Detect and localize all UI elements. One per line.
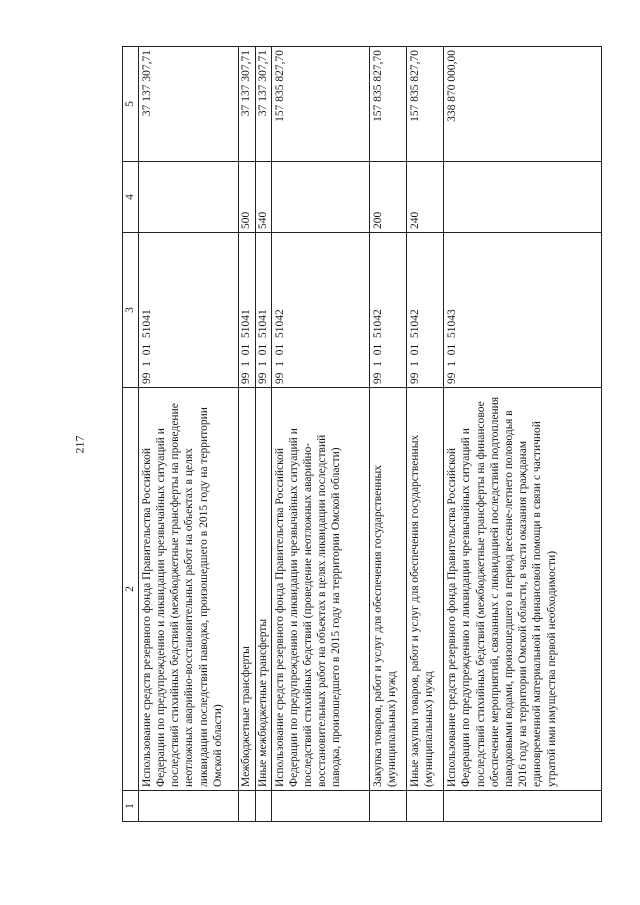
cell-amount: 157 835 827,70 (370, 47, 407, 162)
cell-amount: 37 137 307,71 (239, 47, 255, 162)
cell-index (255, 791, 271, 822)
header-row (123, 47, 139, 822)
cell-code: 99 1 01 51041 (138, 233, 239, 388)
page-number: 217 (72, 435, 87, 454)
cell-code: 99 1 01 51042 (271, 233, 369, 388)
cell-type: 200 (370, 162, 407, 233)
cell-amount: 157 835 827,70 (271, 47, 369, 162)
cell-code: 99 1 01 51043 (444, 233, 602, 388)
header-col-4: 4 (123, 162, 139, 233)
cell-index (444, 791, 602, 822)
table-row (255, 47, 271, 822)
cell-description: Использование средств резервного фонда Правительства Российской Федерации по предупреждению и ликвидации чрезвычайных ситуаций и последствий стихийных бедствий (межбюджетные трансферты на финансовое обеспечение мероприятий, связанных с ликвидацией последствий подтопления паводковыми водами, произошедшего в период весенне-летнего половодья в 2016 году на территории Омской области, в части оказания гражданам единовременной материальной и финансовой помощи в связи с частичной утратой ими имущества первой необходимости) (444, 388, 602, 791)
cell-description: Использование средств резервного фонда Правительства Российской Федерации по предупреждению и ликвидации чрезвычайных ситуаций и последствий стихийных бедствий (межбюджетные трансферты на проведение неотложных аварийно-восстановительных работ на объектах в целях ликвидации последствий паводка, произошедшего в 2015 году на территории Омской области) (138, 388, 239, 791)
cell-description: Использование средств резервного фонда Правительства Российской Федерации по предупреждению и ликвидации чрезвычайных ситуаций и последствий стихийных бедствий (проведение неотложных аварийно-восстановительных работ на объектах в целях ликвидации последствий паводка, произошедшего в 2015 году на территории Омской области) (271, 388, 369, 791)
cell-type (271, 162, 369, 233)
cell-type (138, 162, 239, 233)
header-col-1: 1 (123, 791, 139, 822)
cell-type: 500 (239, 162, 255, 233)
cell-description: Закупка товаров, работ и услуг для обеспечения государственных (муниципальных) нужд (370, 388, 407, 791)
cell-type: 540 (255, 162, 271, 233)
header-col-5: 5 (123, 47, 139, 162)
budget-table-rotated (122, 50, 602, 822)
cell-index (407, 791, 444, 822)
cell-description: Иные закупки товаров, работ и услуг для обеспечения государственных (муниципальных) нужд (407, 388, 444, 791)
table-row (271, 47, 369, 822)
cell-amount: 37 137 307,71 (138, 47, 239, 162)
budget-table (122, 46, 602, 822)
table-row (444, 47, 602, 822)
table-row (138, 47, 239, 822)
table-row (239, 47, 255, 822)
cell-amount: 338 870 000,00 (444, 47, 602, 162)
table-row (370, 47, 407, 822)
cell-index (271, 791, 369, 822)
table-row (407, 47, 444, 822)
header-col-2: 2 (123, 388, 139, 791)
cell-index (138, 791, 239, 822)
cell-amount: 37 137 307,71 (255, 47, 271, 162)
cell-code: 99 1 01 51042 (370, 233, 407, 388)
cell-index (370, 791, 407, 822)
cell-amount: 157 835 827,70 (407, 47, 444, 162)
cell-index (239, 791, 255, 822)
cell-type (444, 162, 602, 233)
cell-code: 99 1 01 51041 (239, 233, 255, 388)
cell-code: 99 1 01 51042 (407, 233, 444, 388)
cell-type: 240 (407, 162, 444, 233)
cell-code: 99 1 01 51041 (255, 233, 271, 388)
cell-description: Межбюджетные трансферты (239, 388, 255, 791)
header-col-3: 3 (123, 233, 139, 388)
cell-description: Иные межбюджетные трансферты (255, 388, 271, 791)
